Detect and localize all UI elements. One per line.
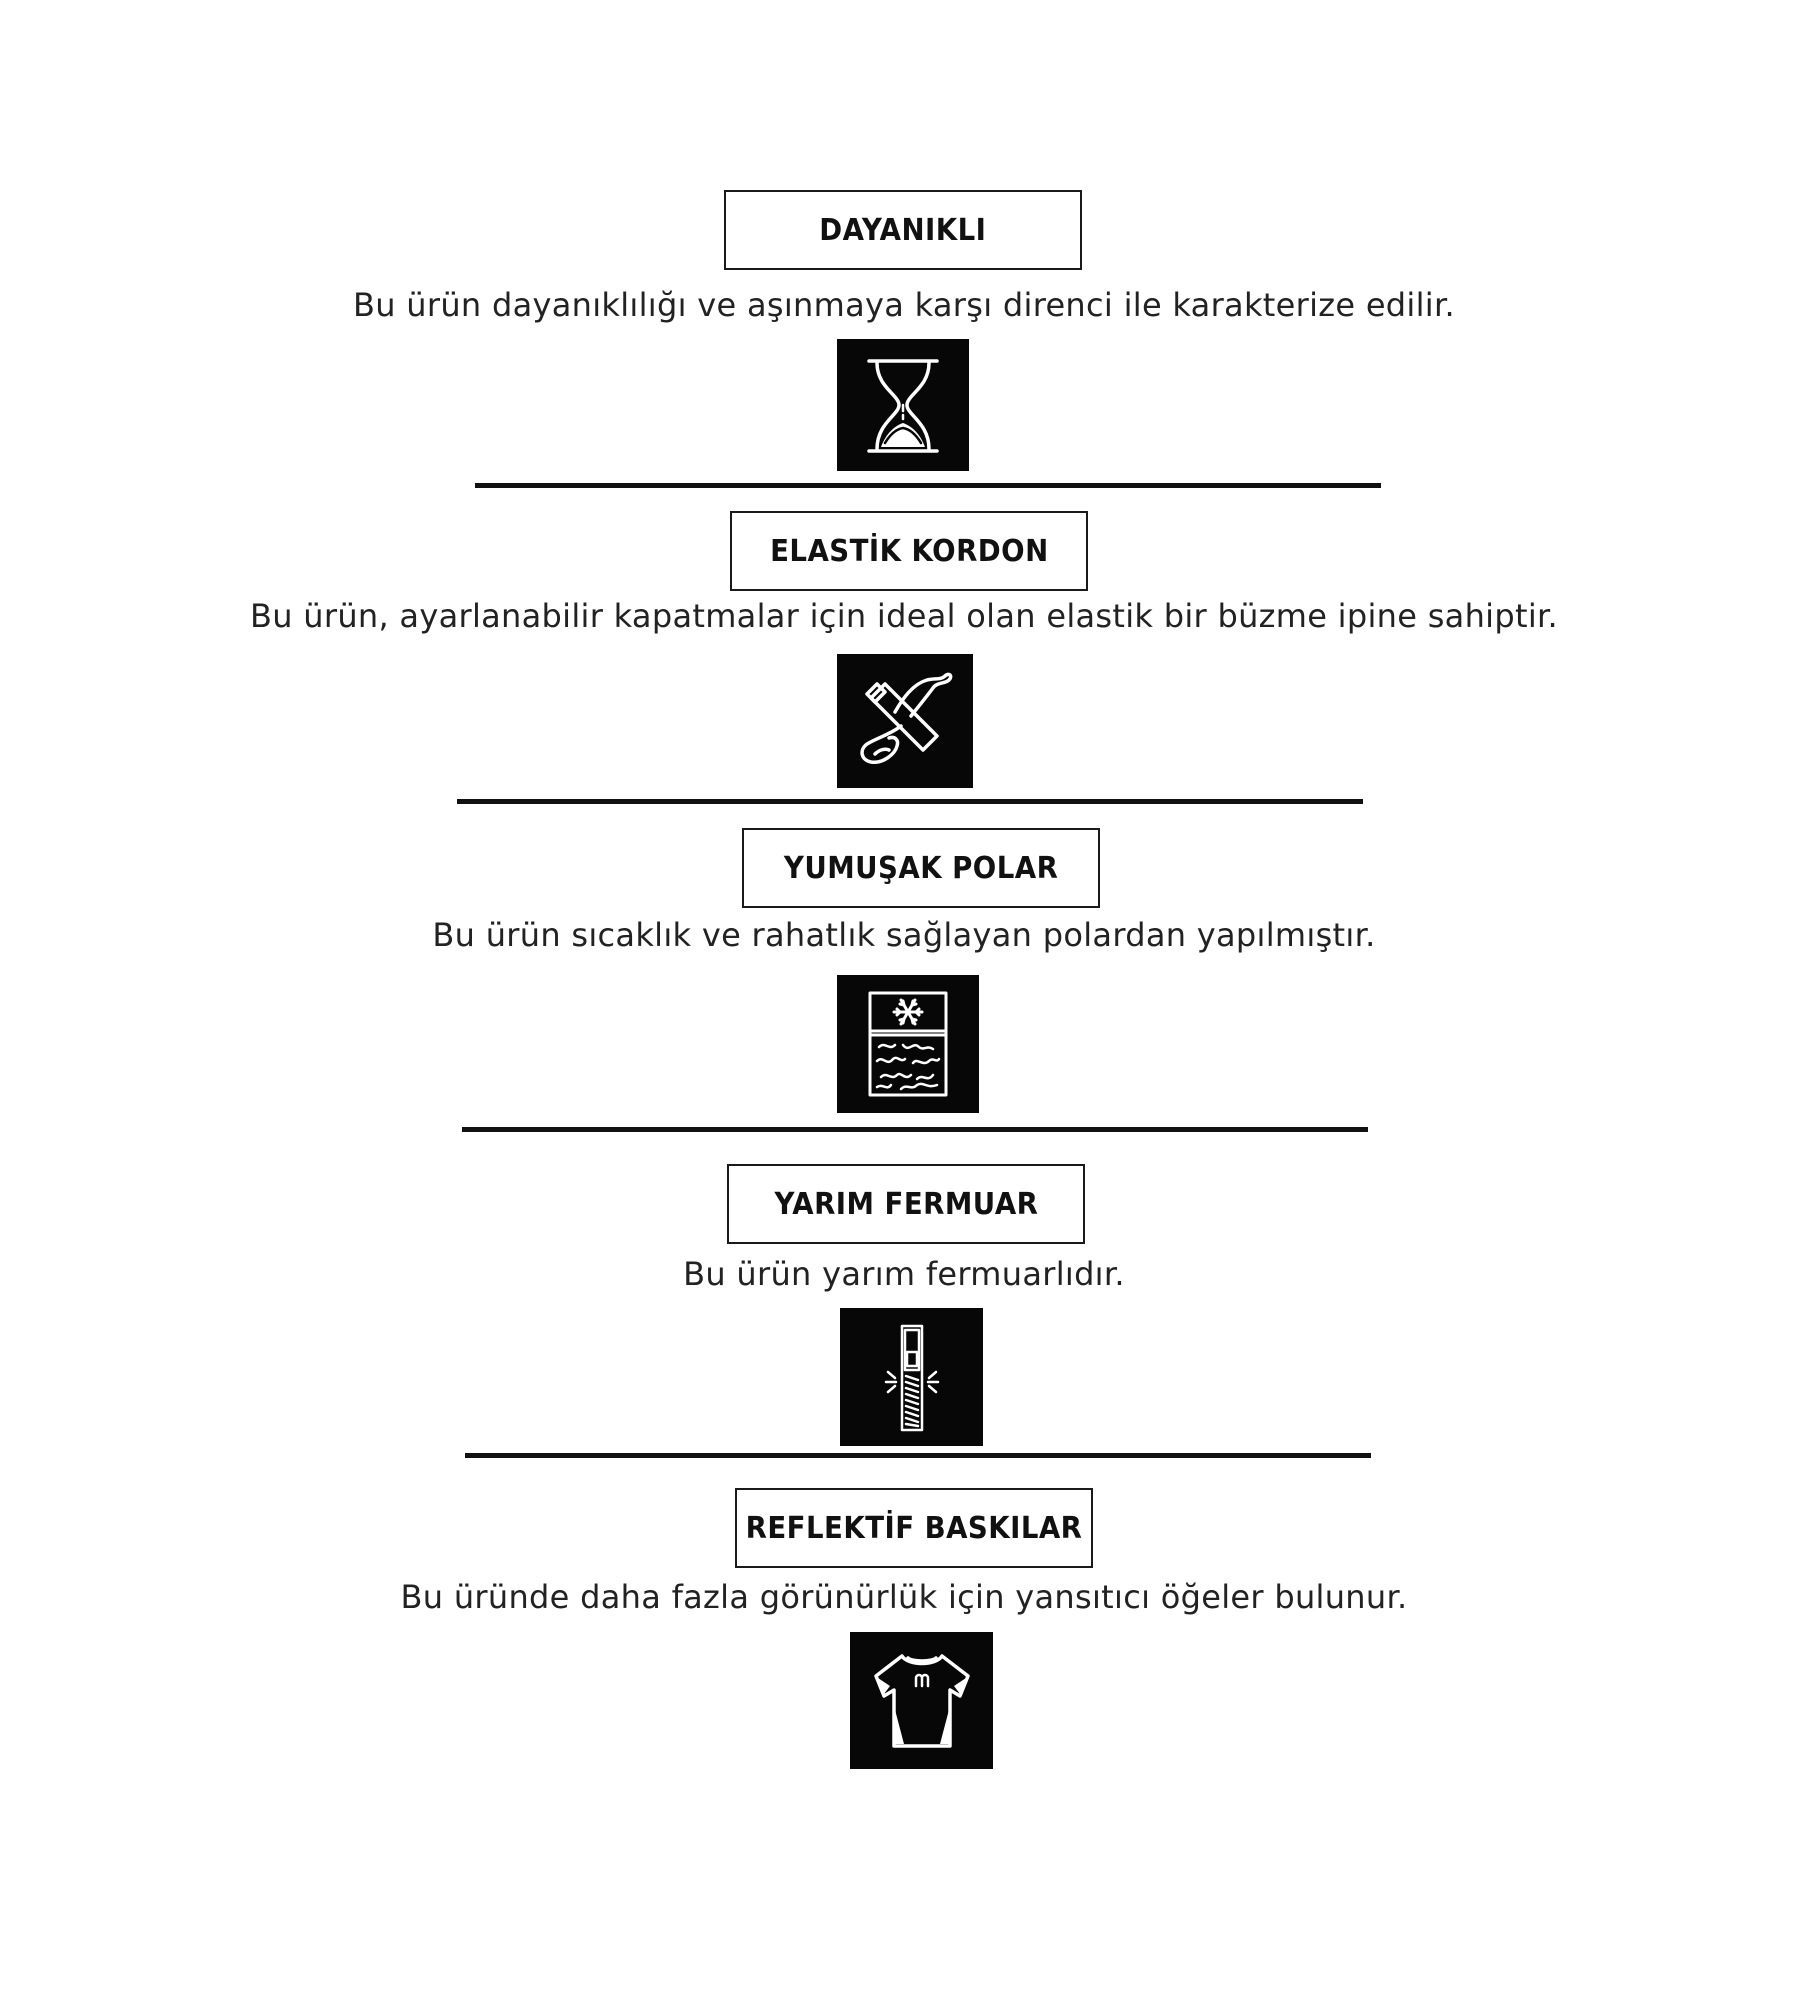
- section-divider: [457, 799, 1363, 804]
- feature-description: Bu ürün, ayarlanabilir kapatmalar için ideal olan elastik bir büzme ipine sahiptir.: [249, 597, 1559, 635]
- feature-title: ELASTİK KORDON: [769, 533, 1049, 569]
- zipper-icon: [840, 1308, 983, 1446]
- feature-title-box-reflective-prints: [735, 1488, 1093, 1568]
- feature-title: YUMUŞAK POLAR: [783, 850, 1059, 886]
- feature-title: YARIM FERMUAR: [774, 1186, 1038, 1222]
- feature-title: REFLEKTİF BASKILAR: [745, 1510, 1083, 1546]
- fleece-snowflake-icon: [837, 975, 979, 1113]
- section-divider: [475, 483, 1381, 488]
- feature-title-box-durable: [724, 190, 1082, 270]
- feature-description: Bu ürün dayanıklılığı ve aşınmaya karşı direnci ile karakterize edilir.: [352, 286, 1455, 324]
- feature-title-box-half-zip: [727, 1164, 1085, 1244]
- feature-description: Bu üründe daha fazla görünürlük için yansıtıcı öğeler bulunur.: [400, 1578, 1408, 1616]
- elastic-cord-icon: [837, 654, 973, 788]
- feature-title-box-soft-fleece: [742, 828, 1100, 908]
- feature-description: Bu ürün yarım fermuarlıdır.: [683, 1255, 1125, 1293]
- feature-description: Bu ürün sıcaklık ve rahatlık sağlayan polardan yapılmıştır.: [432, 916, 1376, 954]
- hourglass-icon: [837, 339, 969, 471]
- feature-title-box-elastic-cord: [730, 511, 1088, 591]
- reflective-shirt-icon: [850, 1632, 993, 1769]
- section-divider: [462, 1127, 1368, 1132]
- section-divider: [465, 1453, 1371, 1458]
- feature-title: DAYANIKLI: [819, 212, 987, 248]
